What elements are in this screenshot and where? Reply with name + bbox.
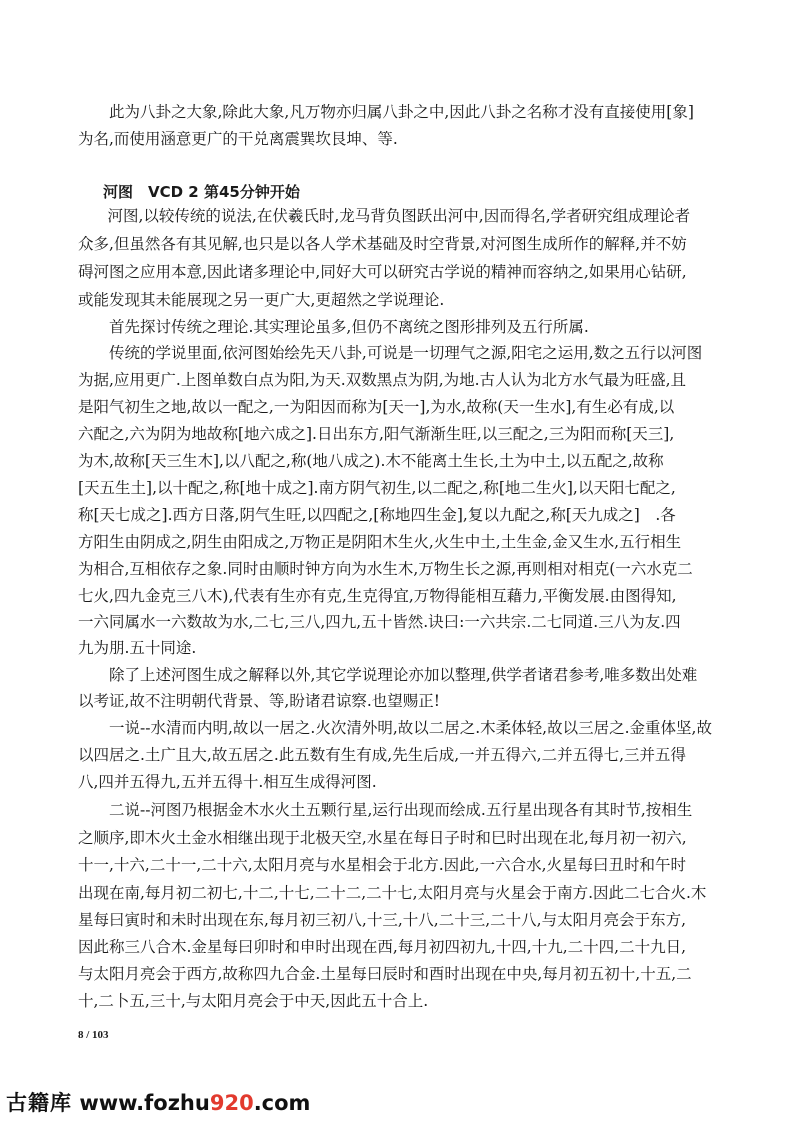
paragraph-line: 为相合,互相依存之象.同时由顺时钟方向为水生木,万物生长之源,再则相对相克(一六水克二 bbox=[78, 560, 693, 578]
paragraph-line: 以四居之.土广且大,故五居之.此五数有生有成,先生后成,一并五得六,二并五得七,三并五得 bbox=[78, 746, 686, 764]
section-heading: 河图 VCD 2 第45分钟开始 bbox=[103, 183, 300, 201]
paragraph-line: 为名,而使用涵意更广的干兑离震巽坎艮坤、等. bbox=[78, 130, 398, 148]
paragraph-line: 河图,以较传统的说法,在伏羲氏时,龙马背负图跃出河中,因而得名,学者研究组成理论者 bbox=[92, 207, 691, 225]
paragraph-line: 首先探讨传统之理论.其实理论虽多,但仍不离统之图形排列及五行所属. bbox=[78, 318, 589, 336]
paragraph-line: 方阳生由阴成之,阴生由阳成之,万物正是阴阳木生火,火生中土,土生金,金又生水,五行相生 bbox=[78, 533, 682, 551]
site-name: 古籍库 bbox=[6, 1091, 72, 1115]
site-footer-watermark[interactable] bbox=[6, 1087, 310, 1117]
site-url-host: www.fozhu bbox=[79, 1091, 210, 1115]
paragraph-line: 碍河图之应用本意,因此诸多理论中,同好大可以研究古学说的精神而容纳之,如果用心钻研, bbox=[78, 263, 687, 281]
paragraph-line: 以考证,故不注明朝代背景、等,盼诸君谅察.也望赐正! bbox=[78, 692, 441, 710]
paragraph-line: 一六同属水一六数故为水,二七,三八,四九,五十皆然.诀曰:一六共宗.二七同道.三八为友.四 bbox=[78, 613, 681, 631]
paragraph-line: [天五生土],以十配之,称[地十成之].南方阴气初生,以二配之,称[地二生火],以天阳七配之, bbox=[78, 479, 676, 497]
paragraph-line: 传统的学说里面,依河图始绘先天八卦,可说是一切理气之源,阳宅之运用,数之五行以河图 bbox=[78, 344, 703, 362]
page-number: 8 / 103 bbox=[78, 1029, 109, 1041]
paragraph-line: 七火,四九金克三八木),代表有生亦有克,生克得宜,万物得能相互藉力,平衡发展.由图得知, bbox=[78, 587, 677, 605]
paragraph-line: 一说--水清而内明,故以一居之.火次清外明,故以二居之.木柔体轻,故以三居之.金重体坚,故 bbox=[78, 719, 712, 737]
paragraph-line: 称[天七成之].西方日落,阴气生旺,以四配之,[称地四生金],复以九配之,称[天九成之] .各 bbox=[78, 506, 676, 524]
paragraph-line: 为木,故称[天三生木],以八配之,称(地八成之).木不能离土生长,土为中土,以五配之,故称 bbox=[78, 452, 664, 470]
paragraph-line: 此为八卦之大象,除此大象,凡万物亦归属八卦之中,因此八卦之名称才没有直接使用[象] bbox=[78, 103, 694, 121]
paragraph-line: 十一,十六,二十一,二十六,太阳月亮与水星相会于北方.因此,一六合水,火星每曰丑时和午时 bbox=[78, 856, 686, 874]
paragraph-line: 十,二卜五,三十,与太阳月亮会于中天,因此五十合上. bbox=[78, 992, 429, 1010]
paragraph-line: 是阳气初生之地,故以一配之,一为阳因而称为[天一],为水,故称(天一生水],有生必有成,以 bbox=[78, 398, 675, 416]
paragraph-line: 因此称三八合木.金星每曰卯时和申时出现在西,每月初四初九,十四,十九,二十四,二十九日, bbox=[78, 938, 686, 956]
site-url-number: 920 bbox=[209, 1091, 254, 1115]
paragraph-line: 除了上述河图生成之解释以外,其它学说理论亦加以整理,供学者诸君参考,唯多数出处难 bbox=[78, 666, 698, 684]
site-url-tld: .com bbox=[253, 1091, 311, 1115]
paragraph-line: 为据,应用更广.上图单数白点为阳,为天.双数黑点为阴,为地.古人认为北方水气最为旺盛,且 bbox=[78, 371, 686, 389]
paragraph-line: 星每曰寅时和未时出现在东,每月初三初八,十三,十八,二十三,二十八,与太阳月亮会于东方, bbox=[78, 911, 686, 929]
paragraph-line: 六配之,六为阴为地故称[地六成之].日出东方,阳气渐渐生旺,以三配之,三为阳而称[天三], bbox=[78, 425, 675, 443]
paragraph-line: 与太阳月亮会于西方,故称四九合金.土星每曰辰时和酉时出现在中央,每月初五初十,十五,二 bbox=[78, 965, 692, 983]
paragraph-line: 或能发现其未能展现之另一更广大,更超然之学说理论. bbox=[78, 291, 445, 309]
paragraph-line: 八,四并五得九,五并五得十.相互生成得河图. bbox=[78, 773, 377, 791]
paragraph-line: 二说--河图乃根据金木水火土五颗行星,运行出现而绘成.五行星出现各有其时节,按相生 bbox=[78, 801, 693, 819]
paragraph-line: 之顺序,即木火土金水相继出现于北极天空,水星在每日子时和巳时出现在北,每月初一初六, bbox=[78, 829, 687, 847]
paragraph-line: 出现在南,每月初二初七,十二,十七,二十二,二十七,太阳月亮与火星会于南方.因此二七合火.木 bbox=[78, 884, 707, 902]
paragraph-line: 九为朋.五十同途. bbox=[78, 639, 197, 657]
paragraph-line: 众多,但虽然各有其见解,也只是以各人学术基础及时空背景,对河图生成所作的解释,并不妨 bbox=[78, 235, 687, 253]
